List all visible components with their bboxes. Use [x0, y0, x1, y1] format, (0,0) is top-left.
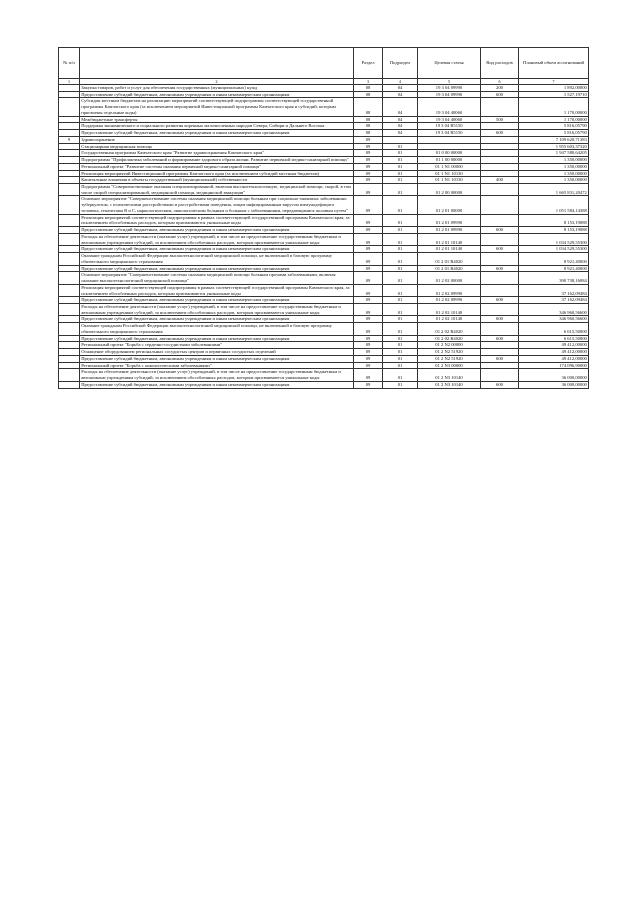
row-target-code: 01 2 02 00000: [418, 272, 481, 284]
row-number: [59, 233, 80, 245]
row-target-code: 01 2 00 00000: [418, 184, 481, 196]
header-row: [59, 48, 589, 79]
row-expense-type: 500: [481, 116, 519, 123]
row-name: Расходы на обеспечение деятельности (оказание услуг) учреждений, в том числе на предоставление государственным бюджетным и автономным учреждениям субсидий, за исключением обособленных расходов, которым присваиваются уникальные коды: [80, 303, 354, 315]
table-row: [59, 284, 589, 296]
row-number: [59, 214, 80, 226]
row-target-code: 01 2 N2 00000: [418, 342, 481, 349]
row-name: Региональный проект "Борьба с онкологическими заболеваниями": [80, 362, 354, 369]
row-amount: 1 350,00000: [519, 157, 589, 164]
row-expense-type: 200: [481, 85, 519, 92]
row-name: Реализация мероприятий соответствующей подпрограммы в рамках соответствующей государственной программы Камчатского края, за исключением обособленных расходов, которым присваиваются уникальные коды: [80, 214, 354, 226]
row-subsection: 01: [383, 214, 418, 226]
row-name: Основное мероприятие "Совершенствование системы оказания медицинской помощи больным прочими заболеваниями, включая оказание высокотехнологичной медицинской помощи": [80, 272, 354, 284]
row-target-code: 01 2 02 09990: [418, 284, 481, 296]
row-number: [59, 355, 80, 362]
row-amount: 6 615,50000: [519, 323, 589, 335]
row-amount: 1 034 529,55300: [519, 233, 589, 245]
row-section: 09: [354, 253, 383, 265]
row-amount: 1 051 584,14388: [519, 196, 589, 214]
row-number: [59, 323, 80, 335]
row-subsection: 01: [383, 355, 418, 362]
row-expense-type: [481, 123, 519, 130]
row-name: Предоставление субсидий бюджетным, автономным учреждениям и иным некоммерческим организациям: [80, 265, 354, 272]
row-target-code: 01 0 00 00000: [418, 150, 481, 157]
row-subsection: 01: [383, 253, 418, 265]
row-name: Региональный проект "Развитие системы оказания первичной медико-санитарной помощи": [80, 163, 354, 170]
row-number: [59, 91, 80, 98]
row-number: [59, 150, 80, 157]
row-target-code: 01 2 01 00000: [418, 196, 481, 214]
row-number: [59, 297, 80, 304]
row-section: 09: [354, 184, 383, 196]
row-subsection: 01: [383, 362, 418, 369]
row-amount: 8 153,19088: [519, 227, 589, 234]
row-number: [59, 253, 80, 265]
row-target-code: 01 2 N3 00000: [418, 362, 481, 369]
row-amount: 1 170,00000: [519, 98, 589, 116]
row-subsection: 01: [383, 177, 418, 184]
row-number: [59, 381, 80, 388]
row-name: Предоставление субсидий бюджетным, автономным учреждениям и иным некоммерческим организациям: [80, 297, 354, 304]
row-target-code: [418, 136, 481, 143]
row-name: Региональный проект "Борьба с сердечно-сосудистыми заболеваниями": [80, 342, 354, 349]
row-expense-type: [481, 323, 519, 335]
row-subsection: 04: [383, 85, 418, 92]
row-target-code: 01 1 N1 10130: [418, 170, 481, 177]
row-number: 9: [59, 136, 80, 143]
table-row: [59, 369, 589, 381]
row-expense-type: 600: [481, 227, 519, 234]
row-subsection: 04: [383, 130, 418, 137]
row-target-code: 01 2 01 10140: [418, 246, 481, 253]
row-amount: 346 960,56600: [519, 316, 589, 323]
row-target-code: 01 1 N1 10130: [418, 177, 481, 184]
table-row: [59, 143, 589, 150]
header-expense-type: Вид расходов: [481, 48, 519, 79]
row-number: [59, 265, 80, 272]
row-section: 09: [354, 246, 383, 253]
header-subsection: Подраздел: [383, 48, 418, 79]
row-subsection: 01: [383, 233, 418, 245]
row-amount: 36 000,00000: [519, 369, 589, 381]
row-name: Предоставление субсидий бюджетным, автономным учреждениям и иным некоммерческим организациям: [80, 227, 354, 234]
row-name: Основное мероприятие "Совершенствование системы оказания медицинской помощи больным при социально-значимых заболеваниях: туберкулезом, с психическими расстройствами и расстройствами поведения, лицам инфицированным вирусом иммунодефицита человека, гепатитами В и С, наркологическим, онкологическим больным и больным с заболеваниями, передающимися половым путем": [80, 196, 354, 214]
index-cell: 1: [59, 79, 80, 85]
row-number: [59, 303, 80, 315]
row-target-code: 01 2 02 10140: [418, 316, 481, 323]
table-body: [59, 85, 589, 389]
row-target-code: 01 2 02 10140: [418, 303, 481, 315]
row-expense-type: 600: [481, 297, 519, 304]
table-row: [59, 170, 589, 177]
table-row: [59, 303, 589, 315]
row-name: Предоставление субсидий бюджетным, автономным учреждениям и иным некоммерческим организациям: [80, 381, 354, 388]
table-row: [59, 316, 589, 323]
row-subsection: 01: [383, 284, 418, 296]
index-cell: 3: [354, 79, 383, 85]
row-target-code: 19 3 04 09990: [418, 91, 481, 98]
row-target-code: 01 2 N2 51920: [418, 349, 481, 356]
row-amount: 390 738,16084: [519, 272, 589, 284]
row-number: [59, 284, 80, 296]
row-subsection: 01: [383, 342, 418, 349]
row-section: 09: [354, 163, 383, 170]
row-amount: 36 000,00000: [519, 381, 589, 388]
header-name: [80, 48, 354, 79]
row-expense-type: [481, 369, 519, 381]
row-name: Капитальные вложения в объекты государственной (муниципальной) собственности: [80, 177, 354, 184]
table-row: [59, 227, 589, 234]
row-subsection: 01: [383, 150, 418, 157]
row-subsection: 01: [383, 143, 418, 150]
row-expense-type: [481, 184, 519, 196]
row-name: Государственная программа Камчатского края "Развитие здравоохранения Камчатского края": [80, 150, 354, 157]
row-target-code: 01 2 01 R4020: [418, 265, 481, 272]
row-amount: 1 665 831,20472: [519, 184, 589, 196]
row-number: [59, 316, 80, 323]
row-subsection: 01: [383, 272, 418, 284]
table-row: [59, 246, 589, 253]
row-target-code: 19 3 04 09990: [418, 85, 481, 92]
row-section: 09: [354, 227, 383, 234]
row-section: 08: [354, 130, 383, 137]
row-subsection: 01: [383, 335, 418, 342]
row-expense-type: [481, 233, 519, 245]
row-name: Расходы на обеспечение деятельности (оказание услуг) учреждений, в том числе на предоставление государственным бюджетным и автономным учреждениям субсидий, за исключением обособленных расходов, которым присваиваются уникальные коды: [80, 233, 354, 245]
table-row: [59, 265, 589, 272]
table-row: [59, 323, 589, 335]
index-cell: 7: [519, 79, 589, 85]
row-number: [59, 123, 80, 130]
row-expense-type: 600: [481, 335, 519, 342]
table-row: [59, 335, 589, 342]
row-number: [59, 163, 80, 170]
row-number: [59, 177, 80, 184]
row-name: Предоставление субсидий бюджетным, автономным учреждениям и иным некоммерческим организациям: [80, 355, 354, 362]
row-target-code: 19 3 04 R5150: [418, 130, 481, 137]
table-row: [59, 116, 589, 123]
row-number: [59, 369, 80, 381]
row-section: 09: [354, 303, 383, 315]
row-expense-type: 400: [481, 177, 519, 184]
row-section: 09: [354, 323, 383, 335]
budget-table: [58, 47, 589, 389]
row-name: Оснащение оборудованием региональных сосудистых центров и первичных сосудистых отделений: [80, 349, 354, 356]
row-section: 09: [354, 272, 383, 284]
row-amount: 1 350,00000: [519, 163, 589, 170]
row-amount: 1 350,00000: [519, 177, 589, 184]
row-subsection: 01: [383, 163, 418, 170]
row-expense-type: [481, 196, 519, 214]
row-subsection: 04: [383, 91, 418, 98]
row-subsection: 01: [383, 265, 418, 272]
row-section: 09: [354, 233, 383, 245]
row-section: 09: [354, 265, 383, 272]
header-target: Целевая статья: [418, 48, 481, 79]
row-name: Межбюджетные трансферты: [80, 116, 354, 123]
row-subsection: 01: [383, 184, 418, 196]
row-name: Расходы на обеспечение деятельности (оказание услуг) учреждений, в том числе на предоставление государственным бюджетным и автономным учреждениям субсидий, за исключением обособленных расходов, которым присваиваются уникальные коды: [80, 369, 354, 381]
row-number: [59, 227, 80, 234]
table-row: [59, 196, 589, 214]
row-section: 08: [354, 98, 383, 116]
row-number: [59, 342, 80, 349]
row-name: Закупка товаров, работ и услуг для обеспечения государственных (муниципальных) нужд: [80, 85, 354, 92]
row-subsection: 01: [383, 157, 418, 164]
row-expense-type: [481, 157, 519, 164]
row-section: 09: [354, 342, 383, 349]
row-subsection: 01: [383, 227, 418, 234]
row-amount: 7 109 620,71383: [519, 136, 589, 143]
row-subsection: 01: [383, 369, 418, 381]
row-name: Подпрограмма "Профилактика заболеваний и формирование здорового образа жизни. Развитие первичной медико-санитарной помощи": [80, 157, 354, 164]
row-expense-type: 600: [481, 355, 519, 362]
row-number: [59, 157, 80, 164]
table-row: [59, 136, 589, 143]
row-expense-type: [481, 362, 519, 369]
row-subsection: 01: [383, 297, 418, 304]
row-target-code: 19 3 04 R5150: [418, 123, 481, 130]
row-section: 08: [354, 85, 383, 92]
row-expense-type: 600: [481, 381, 519, 388]
table-row: [59, 355, 589, 362]
row-target-code: 19 3 04 40060: [418, 98, 481, 116]
row-section: 08: [354, 123, 383, 130]
row-number: [59, 143, 80, 150]
row-name: Здравоохранение: [80, 136, 354, 143]
row-number: [59, 246, 80, 253]
table-row: [59, 123, 589, 130]
table-row: [59, 130, 589, 137]
row-target-code: 01 2 01 09990: [418, 227, 481, 234]
header-amount: Плановый объем ассигнований: [519, 48, 589, 79]
table-row: [59, 91, 589, 98]
row-section: 09: [354, 177, 383, 184]
row-target-code: 01 1 00 00000: [418, 157, 481, 164]
table-row: [59, 98, 589, 116]
header-section: Раздел: [354, 48, 383, 79]
row-section: 09: [354, 297, 383, 304]
row-subsection: 01: [383, 323, 418, 335]
row-target-code: [418, 143, 481, 150]
row-number: [59, 170, 80, 177]
row-target-code: 01 2 01 09990: [418, 214, 481, 226]
index-cell: 2: [80, 79, 354, 85]
row-amount: 346 960,56600: [519, 303, 589, 315]
row-section: 09: [354, 284, 383, 296]
row-section: 09: [354, 157, 383, 164]
row-expense-type: [481, 272, 519, 284]
row-name: Предоставление субсидий бюджетным, автономным учреждениям и иным некоммерческим организациям: [80, 130, 354, 137]
row-amount: 8 921,40000: [519, 265, 589, 272]
row-amount: 37 162,09484: [519, 297, 589, 304]
row-amount: 5 816,05790: [519, 123, 589, 130]
header-num: № п/п: [59, 48, 80, 79]
row-expense-type: 600: [481, 91, 519, 98]
row-expense-type: [481, 342, 519, 349]
table-row: [59, 157, 589, 164]
row-target-code: 01 2 02 09990: [418, 297, 481, 304]
table-row: [59, 163, 589, 170]
row-number: [59, 130, 80, 137]
row-section: 09: [354, 349, 383, 356]
row-name: Оказание гражданам Российской Федерации высокотехнологичной медицинской помощи, не включенной в базовую программу обязательного медицинского страхования: [80, 323, 354, 335]
row-expense-type: [481, 303, 519, 315]
row-target-code: 01 2 N3 10140: [418, 381, 481, 388]
row-number: [59, 85, 80, 92]
row-amount: 1 892,00000: [519, 85, 589, 92]
table-row: [59, 85, 589, 92]
row-section: 09: [354, 335, 383, 342]
row-target-code: 01 2 02 R4020: [418, 335, 481, 342]
row-name: Субсидии местным бюджетам на реализацию мероприятий соответствующей подпрограммы соответствующей государственной программы Камчатского края (за исключением мероприятий Инвестиционной программы Камчатского края и субсидий, которым присвоены отдельные коды): [80, 98, 354, 116]
row-amount: 1 034 529,55300: [519, 246, 589, 253]
row-section: 08: [354, 116, 383, 123]
table-header: [59, 48, 589, 85]
row-expense-type: [481, 214, 519, 226]
row-name: Реализация мероприятий соответствующей подпрограммы в рамках соответствующей государственной программы Камчатского края, за исключением обособленных расходов, которым присваиваются уникальные коды: [80, 284, 354, 296]
row-section: 09: [354, 214, 383, 226]
row-number: [59, 335, 80, 342]
row-expense-type: [481, 150, 519, 157]
row-amount: 49 412,00000: [519, 342, 589, 349]
row-name: Предоставление субсидий бюджетным, автономным учреждениям и иным некоммерческим организациям: [80, 335, 354, 342]
row-subsection: 04: [383, 98, 418, 116]
row-expense-type: [481, 98, 519, 116]
row-section: 09: [354, 136, 383, 143]
index-cell: 6: [481, 79, 519, 85]
table-row: [59, 177, 589, 184]
row-target-code: 01 2 01 R4020: [418, 253, 481, 265]
row-section: 09: [354, 150, 383, 157]
row-target-code: 01 2 02 R4020: [418, 323, 481, 335]
row-subsection: 04: [383, 123, 418, 130]
row-amount: 174 096,90000: [519, 362, 589, 369]
row-name: Предоставление субсидий бюджетным, автономным учреждениям и иным некоммерческим организациям: [80, 316, 354, 323]
row-section: 09: [354, 143, 383, 150]
row-number: [59, 98, 80, 116]
row-section: 09: [354, 362, 383, 369]
table-row: [59, 150, 589, 157]
row-subsection: 01: [383, 316, 418, 323]
row-amount: 37 162,09484: [519, 284, 589, 296]
row-expense-type: 600: [481, 246, 519, 253]
row-amount: 1 350,00000: [519, 170, 589, 177]
row-target-code: 01 2 N3 10140: [418, 369, 481, 381]
table-row: [59, 342, 589, 349]
table-row: [59, 349, 589, 356]
row-expense-type: [481, 349, 519, 356]
row-target-code: 01 1 N1 00000: [418, 163, 481, 170]
row-amount: 1 947 580,64205: [519, 150, 589, 157]
row-amount: 1 527,19710: [519, 91, 589, 98]
row-section: 09: [354, 369, 383, 381]
table-row: [59, 233, 589, 245]
row-section: 08: [354, 91, 383, 98]
table-row: [59, 297, 589, 304]
row-subsection: 01: [383, 303, 418, 315]
row-expense-type: [481, 163, 519, 170]
row-subsection: [383, 136, 418, 143]
row-number: [59, 116, 80, 123]
row-expense-type: [481, 284, 519, 296]
table-row: [59, 272, 589, 284]
row-expense-type: [481, 143, 519, 150]
index-cell: 4: [383, 79, 418, 85]
row-amount: 8 153,19088: [519, 214, 589, 226]
row-number: [59, 184, 80, 196]
row-section: 09: [354, 355, 383, 362]
table-row: [59, 362, 589, 369]
row-name: Поддержка экономического и социального развития коренных малочисленных народов Севера, Сибири и Дальнего Востока: [80, 123, 354, 130]
row-amount: 6 615,50000: [519, 335, 589, 342]
row-number: [59, 196, 80, 214]
row-name: Реализация мероприятий Инвестиционной программы Камчатского края (за исключением субсидий местным бюджетам): [80, 170, 354, 177]
row-amount: 1 170,00000: [519, 116, 589, 123]
row-amount: 5 816,05790: [519, 130, 589, 137]
row-target-code: 01 2 N2 51920: [418, 355, 481, 362]
row-target-code: 01 2 01 10140: [418, 233, 481, 245]
row-subsection: 01: [383, 246, 418, 253]
index-cell: 5: [418, 79, 481, 85]
row-amount: 49 412,00000: [519, 355, 589, 362]
row-number: [59, 272, 80, 284]
table-row: [59, 214, 589, 226]
row-expense-type: [481, 136, 519, 143]
row-name: Стационарная медицинская помощь: [80, 143, 354, 150]
row-name: Предоставление субсидий бюджетным, автономным учреждениям и иным некоммерческим организациям: [80, 246, 354, 253]
row-subsection: 01: [383, 381, 418, 388]
row-expense-type: [481, 253, 519, 265]
row-section: 09: [354, 316, 383, 323]
row-subsection: 01: [383, 349, 418, 356]
row-subsection: 01: [383, 170, 418, 177]
table-row: [59, 381, 589, 388]
row-subsection: 01: [383, 196, 418, 214]
row-amount: 49 412,00000: [519, 349, 589, 356]
row-expense-type: [481, 170, 519, 177]
row-subsection: 04: [383, 116, 418, 123]
table-row: [59, 253, 589, 265]
row-section: 09: [354, 196, 383, 214]
row-number: [59, 349, 80, 356]
row-name: Предоставление субсидий бюджетным, автономным учреждениям и иным некоммерческим организациям: [80, 91, 354, 98]
row-expense-type: 600: [481, 130, 519, 137]
row-name: Оказание гражданам Российской Федерации высокотехнологичной медицинской помощи, не включенной в базовую программу обязательного медицинского страхования: [80, 253, 354, 265]
row-number: [59, 362, 80, 369]
row-target-code: 19 3 04 40060: [418, 116, 481, 123]
row-section: 09: [354, 381, 383, 388]
row-amount: 1 955 603,37320: [519, 143, 589, 150]
row-name: Подпрограмма "Совершенствование оказания специализированной, включая высокотехнологичную, медицинской помощи, скорой, в том числе скорой специализированной, медицинской помощи, медицинской эвакуации": [80, 184, 354, 196]
row-expense-type: 600: [481, 316, 519, 323]
row-amount: 8 921,40000: [519, 253, 589, 265]
table-row: [59, 184, 589, 196]
row-section: 09: [354, 170, 383, 177]
row-expense-type: 600: [481, 265, 519, 272]
